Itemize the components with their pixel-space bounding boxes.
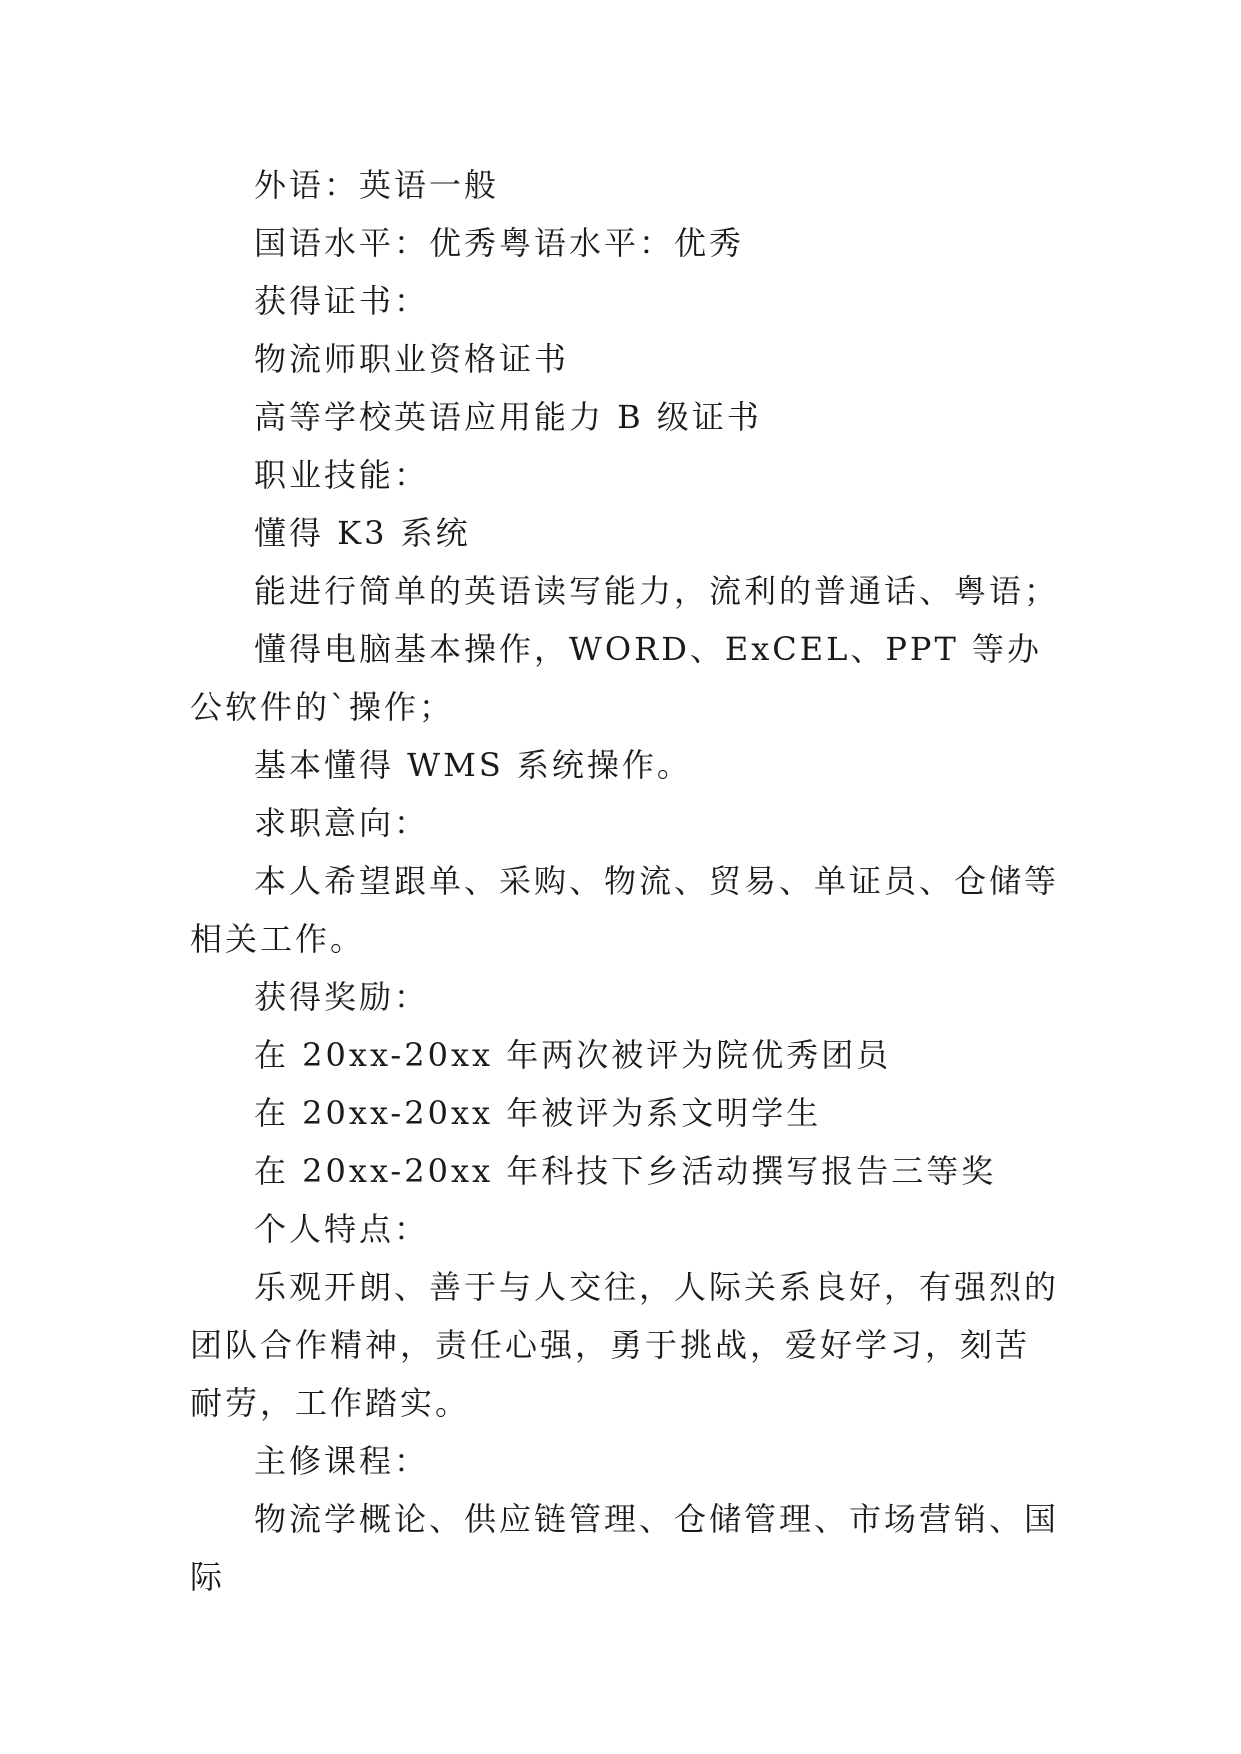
heading-certificates: 获得证书： xyxy=(254,282,430,320)
heading-major-courses: 主修课程： xyxy=(254,1442,430,1480)
paragraph-certificate-logistics: 物流师职业资格证书 xyxy=(254,340,570,378)
paragraph-foreign-language: 外语：英语一般 xyxy=(254,166,500,204)
heading-skills: 职业技能： xyxy=(254,456,430,494)
paragraph-skill-k3: 懂得 K3 系统 xyxy=(254,514,471,552)
paragraph-language-level: 国语水平：优秀粤语水平：优秀 xyxy=(254,224,745,262)
paragraph-award-3: 在 20xx-20xx 年科技下乡活动撰写报告三等奖 xyxy=(254,1152,997,1190)
paragraph-major-courses: 物流学概论、供应链管理、仓储管理、市场营销、国际 xyxy=(190,1500,1060,1596)
heading-personal-traits: 个人特点： xyxy=(254,1210,430,1248)
paragraph-personal-traits: 乐观开朗、善于与人交往，人际关系良好，有强烈的团队合作精神，责任心强，勇于挑战，爱好学习，刻苦耐劳，工作踏实。 xyxy=(190,1268,1060,1422)
heading-job-intention: 求职意向： xyxy=(254,804,430,842)
heading-awards: 获得奖励： xyxy=(254,978,430,1016)
paragraph-award-2: 在 20xx-20xx 年被评为系文明学生 xyxy=(254,1094,822,1132)
paragraph-skill-language: 能进行简单的英语读写能力，流利的普通话、粤语； xyxy=(254,572,1060,610)
paragraph-award-1: 在 20xx-20xx 年两次被评为院优秀团员 xyxy=(254,1036,892,1074)
paragraph-skill-office: 懂得电脑基本操作，WORD、ExCEL、PPT 等办公软件的`操作； xyxy=(190,630,1042,726)
paragraph-certificate-english: 高等学校英语应用能力 B 级证书 xyxy=(254,398,762,436)
document-body xyxy=(190,156,1060,1606)
paragraph-job-intention: 本人希望跟单、采购、物流、贸易、单证员、仓储等相关工作。 xyxy=(190,862,1060,958)
paragraph-skill-wms: 基本懂得 WMS 系统操作。 xyxy=(254,746,692,784)
